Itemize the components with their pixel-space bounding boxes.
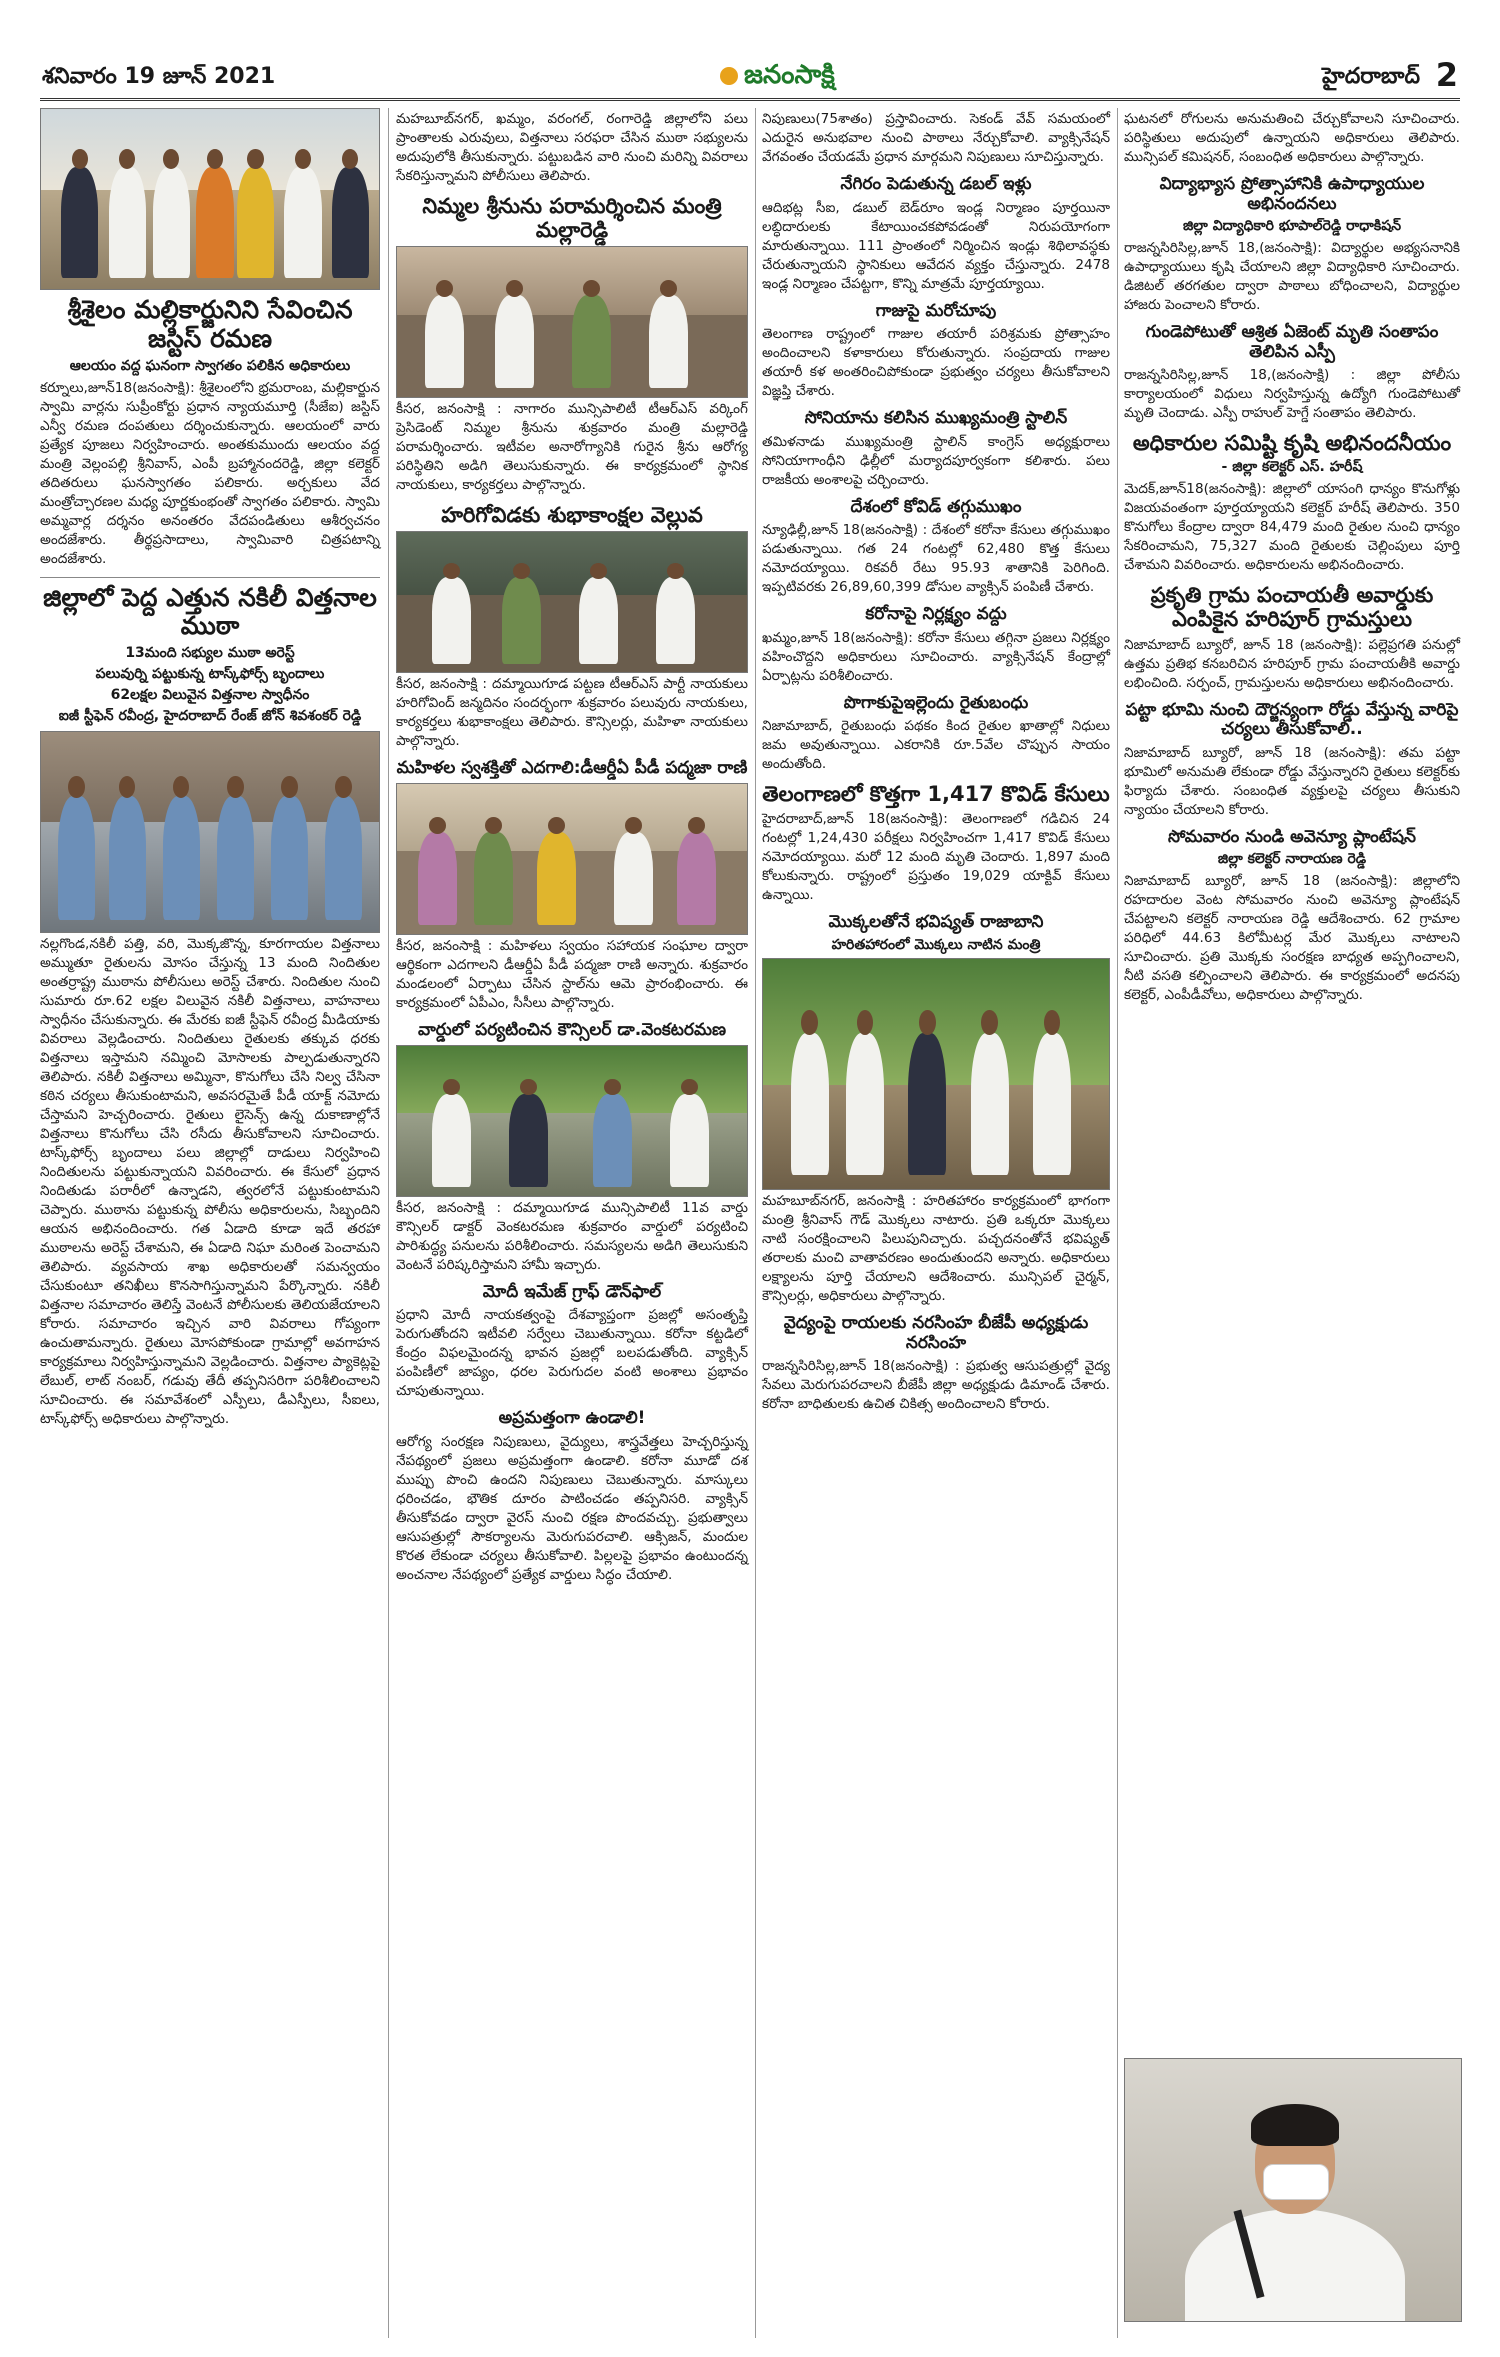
- article-officials-effort: మెదక్‌,జూన్‌18(జనంసాక్షి): జిల్లాలో యాసంగి ధాన్యం కొనుగోళ్లు విజయవంతంగా పూర్తయ్యాయని కలెక్టర్‌ హరీష్‌ తెలిపారు. 350 కొనుగోలు కేంద్రాల ద్వారా 84,479 మంది రైతుల నుంచి ధాన్యం సేకరించామని, 75,327 మంది రైతులకు చెల్లింపులు పూర్తి చేశామని వివరించారు. అధికారులను అభినందించారు.: [1124, 481, 1460, 574]
- headline-harigovind-wishes: హరిగోవిడకు శుభాకాంక్షల వెల్లువ: [441, 503, 703, 528]
- article-continued: మహబూబ్‌నగర్‌, ఖమ్మం, వరంగల్‌, రంగారెడ్డి జిల్లాలోని పలు ప్రాంతాలకు ఎరువులు, విత్తనాలు సరఫరా చేసిన ముఠా సభ్యులను అదుపులోకి తీసుకున్నారు. పట్టుబడిన వారి నుంచి మరిన్ని వివరాలు సేకరిస్తున్నామని పోలీసులు తెలిపారు.: [396, 111, 748, 184]
- article-harigovind-wishes: కీసర, జనంసాక్షి : దమ్మాయిగూడ పట్టణ టీఆర్‌ఎస్‌ పార్టీ నాయకులు హరిగోవింద్‌ జన్మదినం సందర్భంగా శుక్రవారం పలువురు నాయకులు, కార్యకర్తలు శుభాకాంక్షలు తెలిపారు. కౌన్సిలర్లు, మహిళా నాయకులు పాల్గొన్నారు.: [396, 676, 748, 750]
- subhead-fake-seeds-2: పలువుర్ని పట్టుకున్న టాస్క్‌ఫోర్స్‌ బృందాలు: [95, 666, 325, 682]
- headline-covid-decline: దేశంలో కోవిడ్‌ తగ్గుముఖం: [850, 496, 1022, 517]
- article-plants-future: మహబూబ్‌నగర్‌, జనంసాక్షి : హరితహారం కార్యక్రమంలో భాగంగా మంత్రి శ్రీనివాస్‌ గౌడ్‌ మొక్కలు నాటారు. ప్రతి ఒక్కరూ మొక్కలు నాటి సంరక్షించాలని పిలుపునిచ్చారు. పచ్చదనంతోనే భవిష్యత్‌ తరాలకు మంచి వాతావరణం అందుతుందని అన్నారు. అధికారులు లక్ష్యాలను పూర్తి చేయాలని ఆదేశించారు. మున్సిపల్‌ చైర్మన్‌, కౌన్సిలర్లు, అధికారులు పాల్గొన్నారు.: [762, 1192, 1110, 1304]
- subhead-fake-seeds-3: 62లక్షల విలువైన విత్తనాల స్వాధీనం: [110, 687, 310, 703]
- column-4: [1124, 108, 1460, 1013]
- article-be-alert: ఆరోగ్య సంరక్షణ నిపుణులు, వైద్యులు, శాస్త్రవేత్తలు హెచ్చరిస్తున్న నేపథ్యంలో ప్రజలు అప్రమత్తంగా ఉండాలి. కరోనా మూడో దశ ముప్పు పొంచి ఉందని నిపుణులు చెబుతున్నారు. మాస్కులు ధరించడం, భౌతిక దూరం పాటించడం తప్పనిసరి. వ్యాక్సిన్‌ తీసుకోవడం ద్వారా వైరస్‌ నుంచి రక్షణ పొందవచ్చు. ప్రభుత్వాలు ఆసుపత్రుల్లో సౌకర్యాలను మెరుగుపరచాలి. ఆక్సిజన్‌, మందుల కొరత లేకుండా చర్యలు తీసుకోవాలి. పిల్లలపై ప్రభావం ఉంటుందన్న అంచనాల నేపథ్యంలో ప్రత్యేక వార్డులు సిద్ధం చేయాలి.: [396, 1433, 748, 1583]
- photo-plantation-drive: [762, 958, 1110, 1190]
- article-women-selfhelp: కీసర, జనంసాక్షి : మహిళలు స్వయం సహాయక సంఘాల ద్వారా ఆర్థికంగా ఎదగాలని డీఆర్డీఏ పీడీ పద్మజా రాణి అన్నారు. శుక్రవారం మండలంలో ఏర్పాటు చేసిన స్టాల్‌ను ఆమె ప్రారంభించారు. ఈ కార్యక్రమంలో ఏపీఎం, సీసీలు పాల్గొన్నారు.: [396, 937, 748, 1011]
- article-stalin-sonia: తమిళనాడు ముఖ్యమంత్రి స్టాలిన్‌ కాంగ్రెస్‌ అధ్యక్షురాలు సోనియాగాంధీని ఢిల్లీలో మర్యాదపూర్వకంగా కలిశారు. పలు రాజకీయ అంశాలపై చర్చించారు.: [762, 433, 1110, 488]
- headline-women-selfhelp: మహిళల స్వశక్తితో ఎదగాలి:డీఆర్డీఏ పీడీ పద్మజా రాణి: [396, 758, 748, 779]
- sun-logo-icon: [720, 67, 738, 85]
- headline-medical-demand: వైద్యంపై రాయలకు నరసింహ బీజేపీ అధ్యక్షుడు నరసింహ: [783, 1312, 1089, 1353]
- article-medical-demand: రాజన్నసిరిసిల్ల,జూన్‌ 18(జనంసాక్షి) : ప్రభుత్వ ఆసుపత్రుల్లో వైద్య సేవలు మెరుగుపరచాలని బీజేపీ జిల్లా అధ్యక్షుడు డిమాండ్‌ చేశారు. కరోనా బాధితులకు ఉచిత చికిత్స అందించాలని కోరారు.: [762, 1358, 1110, 1413]
- headline-bangles: గాజుపై మరోచూపు: [875, 300, 997, 321]
- logo-text: జనంసాక్షి: [744, 60, 835, 90]
- headline-fake-seeds: జిల్లాలో పెద్ద ఎత్తున నకిలీ విత్తనాల ముఠా: [43, 582, 377, 641]
- headline-be-alert: అప్రమత్తంగా ఉండాలి!: [498, 1408, 646, 1429]
- headline-land-road: పట్టా భూమి నుంచి దౌర్జన్యంగా రోడ్డు వేస్తున్న వారిపై చర్యలు తీసుకోవాలి..: [1125, 699, 1459, 740]
- column-1: [40, 108, 380, 1437]
- headline-telangana-covid: తెలంగాణలో కొత్తగా 1,417 కొవిడ్‌ కేసులు: [762, 782, 1110, 807]
- headline-corona-negligence: కరోనాపై నిర్లక్ష్యం వద్దు: [865, 604, 1007, 625]
- photo-women-stall: [396, 783, 748, 935]
- article-hospital-continued: ఘటనలో రోగులను అనుమతించి చేర్చుకోవాలని సూచించారు. పరిస్థితులు అదుపులో ఉన్నాయని అధికారులు తెలిపారు. మున్సిపల్‌ కమిషనర్‌, సంబంధిత అధికారులు పాల్గొన్నారు.: [1124, 111, 1460, 165]
- article-teachers: రాజన్నసిరిసిల్ల,జూన్‌ 18,(జనంసాక్షి): విద్యార్థుల అభ్యసనానికి ఉపాధ్యాయులు కృషి చేయాలని జిల్లా విద్యాధికారి సూచించారు. డిజిటల్‌ తరగతుల ద్వారా పాఠాలు బోధించాలని, విద్యార్థుల హాజరు పెంచాలని కోరారు.: [1124, 240, 1460, 314]
- article-sp-condolence: రాజన్నసిరిసిల్ల,జూన్‌ 18,(జనంసాక్షి) : జిల్లా పోలీసు కార్యాలయంలో విధులు నిర్వహిస్తున్న ఉద్యోగి గుండెపోటుతో మృతి చెందాడు. ఎస్పీ రాహుల్‌ హెగ్డే సంతాపం తెలిపారు.: [1124, 367, 1460, 422]
- article-bangles: తెలంగాణ రాష్ట్రంలో గాజుల తయారీ పరిశ్రమకు ప్రోత్సాహం అందించాలని కళాకారులు కోరుతున్నారు. సంప్రదాయ గాజుల తయారీ కళ అంతరించిపోకుండా ప్రభుత్వం చర్యలు తీసుకోవాలని విజ్ఞప్తి చేశారు.: [762, 326, 1110, 400]
- article-experts-continued: నిపుణులు(75శాతం) ప్రస్తావించారు. సెకండ్‌ వేవ్‌ సమయంలో ఎదురైన అనుభవాల నుంచి పాఠాలు నేర్చుకోవాలి. వ్యాక్సినేషన్‌ వేగవంతం చేయడమే ప్రధాన మార్గమని నిపుణులు సూచిస్తున్నారు.: [762, 111, 1110, 165]
- subhead-officials-effort: - జిల్లా కలెక్టర్‌ ఎస్‌. హరీష్‌: [1221, 459, 1363, 476]
- newspaper-logo: [720, 60, 835, 96]
- issue-date: శనివారం 19 జూన్ 2021: [42, 64, 276, 89]
- page-number: 2: [1435, 56, 1458, 94]
- subhead-teachers: జిల్లా విద్యాధికారి భూపాల్‌రెడ్డి రాధాకిషన్‌: [1182, 218, 1402, 235]
- article-minister-mallareddy: కీసర, జనంసాక్షి : నాగారం మున్సిపాలిటీ టీఆర్‌ఎస్‌ వర్కింగ్‌ ప్రెసిడెంట్‌ నిమ్మల శ్రీనును శుక్రవారం మంత్రి మల్లారెడ్డి పరామర్శించారు. ఇటీవల అనారోగ్యానికి గురైన శ్రీను ఆరోగ్య పరిస్థితిని అడిగి తెలుసుకున్నారు. ఈ కార్యక్రమంలో స్థానిక నాయకులు, కార్యకర్తలు పాల్గొన్నారు.: [396, 401, 748, 494]
- article-fake-seeds: నల్లగొండ,నకిలీ పత్తి, వరి, మొక్కజొన్న, కూరగాయల విత్తనాలు అమ్ముతూ రైతులను మోసం చేస్తున్న 13 మంది నిందితుల అంతర్రాష్ట్ర ముఠాను పోలీసులు అరెస్ట్‌ చేశారు. నిందితుల నుంచి సుమారు రూ.62 లక్షల విలువైన నకిలీ విత్తనాలు, వాహనాలు స్వాధీనం చేసుకున్నారు. ఈ మేరకు ఐజీ స్టీఫెన్‌ రవీంద్ర మీడియాకు వివరాలు వెల్లడించారు. నిందితులు రైతులకు తక్కువ ధరకు విత్తనాలు ఇస్తామని నమ్మించి మోసాలకు పాల్పడుతున్నారని తెలిపారు. నకిలీ విత్తనాలు అమ్మినా, కొనుగోలు చేసి నిల్వ చేసినా కఠిన చర్యలు తీసుకుంటామని, అవసరమైతే పీడీ యాక్ట్‌ నమోదు చేస్తామని హెచ్చరించారు. రైతులు లైసెన్స్‌ ఉన్న దుకాణాల్లోనే విత్తనాలు కొనుగోలు చేసి రసీదు తీసుకోవాలని సూచించారు. టాస్క్‌ఫోర్స్‌ బృందాలు పలు జిల్లాల్లో దాడులు నిర్వహించి నిందితులను పట్టుకున్నాయని వివరించారు. ఈ కేసులో ప్రధాన నిందితుడు పరారీలో ఉన్నాడని, త్వరలోనే పట్టుకుంటామని చెప్పారు. ముఠాను పట్టుకున్న పోలీసు అధికారులను, సిబ్బందిని ఆయన అభినందించారు. గత ఏడాది కూడా ఇదే తరహా ముఠాలను అరెస్ట్‌ చేశామని, ఈ ఏడాది నిఘా మరింత పెంచామని తెలిపారు. వ్యవసాయ శాఖ అధికారులతో సమన్వయం చేసుకుంటూ తనిఖీలు కొనసాగిస్తున్నామని పేర్కొన్నారు. నకిలీ విత్తనాల సమాచారం తెలిస్తే వెంటనే పోలీసులకు తెలియజేయాలని కోరారు. సమాచారం ఇచ్చిన వారి వివరాలు గోప్యంగా ఉంచుతామన్నారు. రైతులు మోసపోకుండా గ్రామాల్లో అవగాహన కార్యక్రమాలు నిర్వహిస్తున్నామని వెల్లడించారు. విత్తనాల ప్యాకెట్లపై లేబుల్‌, లాట్‌ నంబర్‌, గడువు తేదీ తప్పనిసరిగా పరిశీలించాలని సూచించారు. ఈ సమావేశంలో ఎస్పీలు, డీఎస్పీలు, సీఐలు, టాస్క్‌ఫోర్స్‌ అధికారులు పాల్గొన్నారు.: [40, 936, 380, 1427]
- headline-teachers: విద్యాభ్యాస ప్రోత్సాహానికి ఉపాధ్యాయుల అభినందనలు: [1159, 174, 1425, 214]
- article-corona-negligence: ఖమ్మం,జూన్‌ 18(జనంసాక్షి): కరోనా కేసులు తగ్గినా ప్రజలు నిర్లక్ష్యం వహించొద్దని అధికారులు సూచించారు. వ్యాక్సినేషన్‌ కేంద్రాల్లో ఏర్పాట్లను పరిశీలించారు.: [762, 629, 1110, 684]
- headline-sp-condolence: గుండెపోటుతో ఆశ్రిత ఏజెంట్‌ మృతి సంతాపం తెలిపిన ఎస్పీ: [1145, 322, 1439, 362]
- photo-police-press-meet: [40, 731, 380, 933]
- headline-justice-ramana: శ్రీశైలం మల్లికార్జునిని సేవించిన జస్టిస్‌ రమణ: [67, 295, 353, 353]
- headline-councillor-visit: వార్డులో పర్యటించిన కౌన్సిలర్‌ డా.వెంకటరమణ: [417, 1019, 727, 1040]
- subhead-plants-future: హరితహారంలో మొక్కలు నాటిన మంత్రి: [831, 936, 1041, 953]
- masthead: [40, 58, 1460, 101]
- article-covid-decline: న్యూఢిల్లీ,జూన్‌ 18(జనంసాక్షి) : దేశంలో కరోనా కేసులు తగ్గుముఖం పడుతున్నాయి. గత 24 గంటల్లో 62,480 కొత్త కేసులు నమోదయ్యాయి. రికవరీ రేటు 95.93 శాతానికి పెరిగింది. ఇప్పటివరకు 26,89,60,399 డోసుల వ్యాక్సిన్‌ పంపిణీ చేశారు.: [762, 522, 1110, 596]
- article-modi-image: ప్రధాని మోదీ నాయకత్వంపై దేశవ్యాప్తంగా ప్రజల్లో అసంతృప్తి పెరుగుతోందని ఇటీవలి సర్వేలు చెబుతున్నాయి. కరోనా కట్టడిలో కేంద్రం విఫలమైందన్న భావన ప్రజల్లో బలపడుతోంది. వ్యాక్సిన్‌ పంపిణీలో జాప్యం, ధరల పెరుగుదల వంటి అంశాలు ప్రభావం చూపుతున్నాయి.: [396, 1307, 748, 1400]
- article-avenue-plantation: నిజామాబాద్‌ బ్యూరో, జూన్‌ 18 (జనంసాక్షి): జిల్లాలోని రహదారుల వెంట సోమవారం నుంచి అవెన్యూ ప్లాంటేషన్‌ చేపట్టాలని కలెక్టర్‌ నారాయణ రెడ్డి ఆదేశించారు. 62 గ్రామాల పరిధిలో 44.63 కిలోమీటర్ల మేర మొక్కలు నాటాలని సూచించారు. ప్రతి మొక్కకు సంరక్షణ బాధ్యత అప్పగించాలని, నీటి వసతి కల్పించాలని తెలిపారు. ఈ కార్యక్రమంలో అదనపు కలెక్టర్‌, ఎంపీడీవోలు, అధికారులు పాల్గొన్నారు.: [1124, 873, 1460, 1004]
- column-2: [396, 108, 748, 1593]
- photo-birthday-wishes: [396, 531, 748, 673]
- subhead-fake-seeds-1: 13మంది సభ్యుల ముఠా అరెస్ట్‌: [125, 645, 295, 661]
- headline-stalin-sonia: సోనియాను కలిసిన ముఖ్యమంత్రి స్టాలిన్‌: [804, 408, 1068, 429]
- subhead-avenue-plantation: జిల్లా కలెక్టర్‌ నారాయణ రెడ్డి: [1217, 851, 1367, 868]
- edition-city: హైదరాబాద్: [1322, 64, 1420, 89]
- article-land-road: నిజామాబాద్‌ బ్యూరో, జూన్‌ 18 (జనంసాక్షి): తమ పట్టా భూమిలో అనుమతి లేకుండా రోడ్డు వేస్తున్నారని రైతులు కలెక్టర్‌కు ఫిర్యాదు చేశారు. సంబంధిత వ్యక్తులపై చర్యలు తీసుకుని న్యాయం చేయాలని కోరారు.: [1124, 744, 1460, 818]
- column-3: [762, 108, 1110, 1422]
- article-councillor-visit: కీసర, జనంసాక్షి : దమ్మాయిగూడ మున్సిపాలిటీ 11వ వార్డు కౌన్సిలర్‌ డాక్టర్‌ వెంకటరమణ శుక్రవారం వార్డులో పర్యటించి పారిశుద్ధ్య పనులను పరిశీలించారు. సమస్యలను అడిగి తెలుసుకుని వెంటనే పరిష్కరిస్తామని హామీ ఇచ్చారు.: [396, 1199, 748, 1273]
- headline-officials-effort: అధికారుల సమిష్టి కృషి అభినందనీయం: [1132, 431, 1452, 456]
- headline-modi-image: మోదీ ఇమేజ్‌ గ్రాఫ్‌ డౌన్‌ఫాల్‌: [482, 1281, 662, 1302]
- subhead-fake-seeds-4: ఐజీ స్టీఫెన్‌ రవీంద్ర, హైదరాబాద్‌ రేంజ్‌ జోన్‌ శివశంకర్‌ రెడ్డి: [58, 708, 362, 724]
- article-telangana-covid: హైదరాబాద్‌,జూన్‌ 18(జనంసాక్షి): తెలంగాణలో గడిచిన 24 గంటల్లో 1,24,430 పరీక్షలు నిర్వహించగా 1,417 కొవిడ్‌ కేసులు నమోదయ్యాయి. మరో 12 మంది మృతి చెందారు. 1,897 మంది కోలుకున్నారు. రాష్ట్రంలో ప్రస్తుతం 19,029 యాక్టివ్‌ కేసులు ఉన్నాయి.: [762, 811, 1110, 904]
- photo-minister-visit: [396, 246, 748, 398]
- headline-minister-mallareddy: నిమ్మల శ్రీనును పరామర్శించిన మంత్రి మల్లారెడ్డి: [422, 194, 722, 243]
- headline-avenue-plantation: సోమవారం నుండి అవెన్యూ ప్లాంటేషన్‌: [1168, 826, 1416, 847]
- photo-justice-ramana-temple: [40, 108, 380, 290]
- headline-double-bedroom: నేగిరం పెడుతున్న డబల్‌ ఇళ్లు: [840, 174, 1032, 194]
- article-double-bedroom: ఆదిభట్ల సీఐ, డబుల్‌ బెడ్‌రూం ఇండ్ల నిర్మాణం పూర్తయినా లబ్ధిదారులకు కేటాయించకపోవడంతో నిరుపయోగంగా మారుతున్నాయి. 111 ప్రాంతంలో నిర్మించిన ఇండ్లు శిథిలావస్థకు చేరుతున్నాయని స్థానికులు ఆవేదన వ్యక్తం చేస్తున్నారు. 2478 ఇండ్ల నిర్మాణం చేపట్టగా, కొన్ని మాత్రమే పూర్తయ్యాయి.: [762, 199, 1110, 292]
- article-justice-ramana: కర్నూలు,జూన్‌18(జనంసాక్షి): శ్రీశైలంలోని భ్రమరాంబ, మల్లికార్జున స్వామి వార్లను సుప్రీంకోర్టు ప్రధాన న్యాయమూర్తి (సీజేఐ) జస్టిస్‌ ఎన్వీ రమణ దంపతులు దర్శించుకున్నారు. ఆలయంలో వారు ప్రత్యేక పూజలు నిర్వహించారు. అంతకుముందు ఆలయం వద్ద మంత్రి వెల్లంపల్లి శ్రీనివాస్‌, ఎంపీ బ్రహ్మానందరెడ్డి, జిల్లా కలెక్టర్‌ తదితరులు ఘనస్వాగతం పలికారు. అర్చకులు వేద మంత్రోచ్చారణల మధ్య పూర్ణకుంభంతో స్వాగతం పలికారు. స్వామి అమ్మవార్ల దర్శనం అనంతరం వేదపండితులు ఆశీర్వచనం అందజేశారు. తీర్థప్రసాదాలు, స్వామివారి చిత్రపటాన్ని అందజేశారు.: [40, 379, 380, 567]
- headline-haripur-award: ప్రకృతి గ్రామ పంచాయతీ అవార్డుకు ఎంపికైన హరిపూర్‌ గ్రామస్తులు: [1150, 583, 1434, 632]
- subhead-justice-ramana: ఆలయం వద్ద ఘనంగా స్వాగతం పలికిన అధికారులు: [69, 357, 351, 374]
- article-rythu-bandhu: నిజామాబాద్‌, రైతుబంధు పథకం కింద రైతుల ఖాతాల్లో నిధులు జమ అవుతున్నాయి. ఎకరానికి రూ.5వేల చొప్పున సాయం అందుతోంది.: [762, 718, 1110, 773]
- photo-collector-portrait: [1124, 2058, 1462, 2322]
- headline-plants-future: మొక్కలతోనే భవిష్యత్‌ రాజాబాని: [828, 912, 1044, 933]
- headline-rythu-bandhu: పొగాకుపైఇల్లెందు రైతుబంధు: [843, 692, 1029, 713]
- article-haripur-award: నిజామాబాద్‌ బ్యూరో, జూన్‌ 18 (జనంసాక్షి): పల్లెప్రగతి పనుల్లో ఉత్తమ ప్రతిభ కనబరిచిన హరిపూర్‌ గ్రామ పంచాయతీకి అవార్డు లభించింది. సర్పంచ్‌, గ్రామస్తులను అధికారులు అభినందించారు.: [1124, 636, 1460, 691]
- photo-councillor-ward: [396, 1045, 748, 1197]
